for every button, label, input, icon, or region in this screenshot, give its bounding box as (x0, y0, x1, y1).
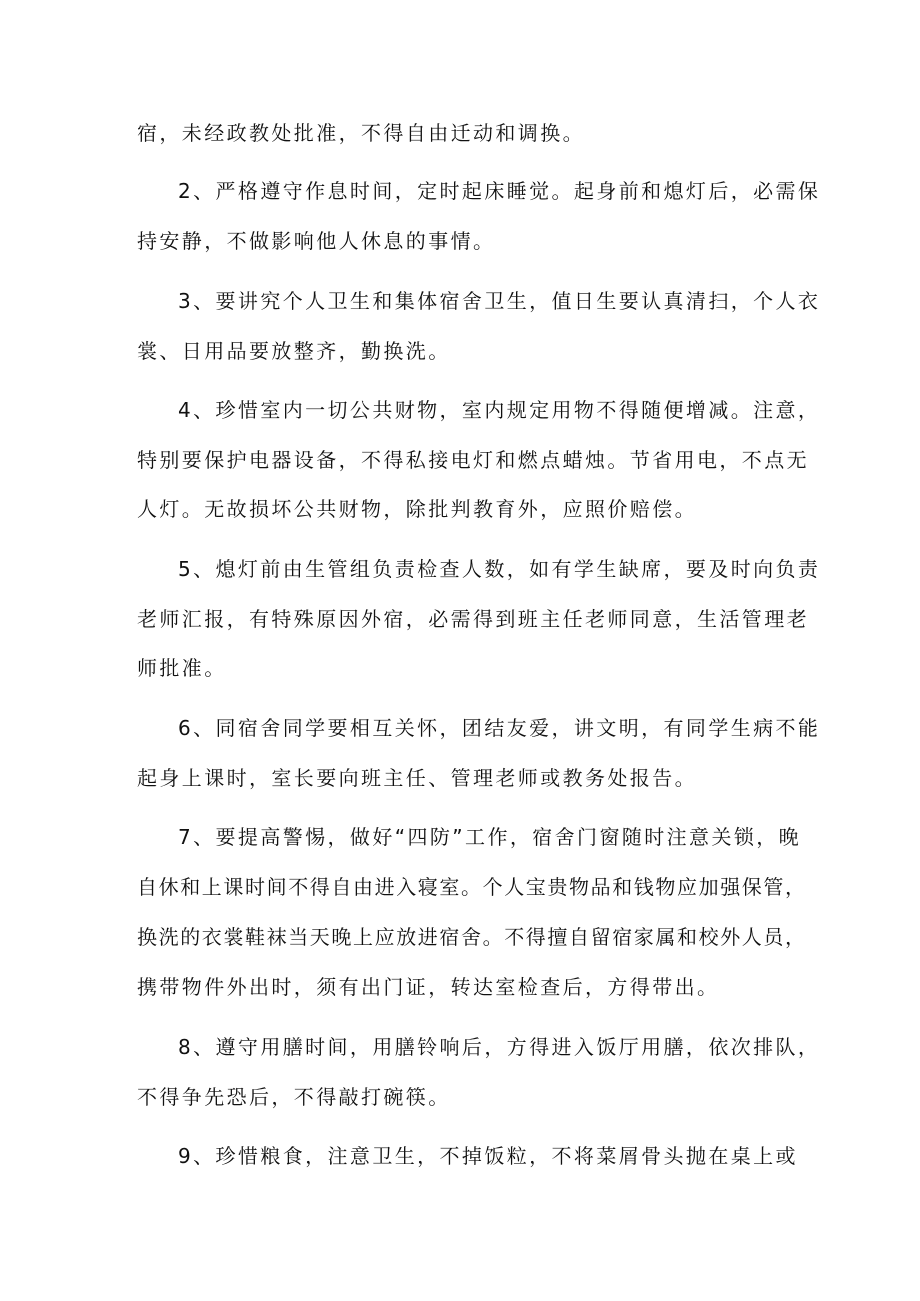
paragraph-4-line-1: 4、珍惜室内一切公共财物，室内规定用物不得随便增减。注意， (178, 398, 821, 422)
paragraph-2-line-1: 2、严格遵守作息时间，定时起床睡觉。起身前和熄灯后，必需保 (178, 179, 821, 203)
paragraph-3-line-2: 裳、日用品要放整齐，勤换洗。 (137, 339, 451, 363)
paragraph-3-line-1: 3、要讲究个人卫生和集体宿舍卫生，值日生要认真清扫，个人衣 (178, 289, 821, 313)
paragraph-6-line-2: 起身上课时，室长要向班主任、管理老师或教务处报告。 (137, 766, 697, 790)
paragraph-8-line-2: 不得争先恐后，不得敲打碗筷。 (137, 1085, 451, 1109)
paragraph-1-line-1: 宿，未经政教处批准，不得自由迁动和调换。 (137, 121, 585, 145)
paragraph-4-line-3: 人灯。无故损坏公共财物，除批判教育外，应照价赔偿。 (137, 497, 697, 521)
paragraph-7-line-4: 携带物件外出时，须有出门证，转达室检查后，方得带出。 (137, 975, 720, 999)
paragraph-7-line-2: 自休和上课时间不得自由进入寝室。个人宝贵物品和钱物应加强保管， (137, 875, 807, 899)
paragraph-8-line-1: 8、遵守用膳时间，用膳铃响后，方得进入饭厅用膳，依次排队， (178, 1035, 821, 1059)
paragraph-7-line-3: 换洗的衣裳鞋袜当天晚上应放进宿舍。不得擅自留宿家属和校外人员， (137, 925, 807, 949)
paragraph-7-line-1: 7、要提高警惕，做好“四防”工作，宿舍门窗随时注意关锁，晚 (178, 825, 802, 849)
paragraph-9-line-1: 9、珍惜粮食，注意卫生，不掉饭粒，不将菜屑骨头抛在桌上或 (178, 1144, 798, 1168)
paragraph-5-line-1: 5、熄灯前由生管组负责检查人数，如有学生缺席，要及时向负责 (178, 557, 821, 581)
paragraph-5-line-3: 师批准。 (137, 656, 227, 680)
paragraph-5-line-2: 老师汇报，有特殊原因外宿，必需得到班主任老师同意，生活管理老 (137, 607, 809, 631)
paragraph-6-line-1: 6、同宿舍同学要相互关怀，团结友爱，讲文明，有同学生病不能 (178, 716, 821, 740)
paragraph-4-line-2: 特别要保护电器设备，不得私接电灯和燃点蜡烛。节省用电，不点无 (137, 448, 809, 472)
paragraph-2-line-2: 持安静，不做影响他人休息的事情。 (137, 229, 496, 253)
